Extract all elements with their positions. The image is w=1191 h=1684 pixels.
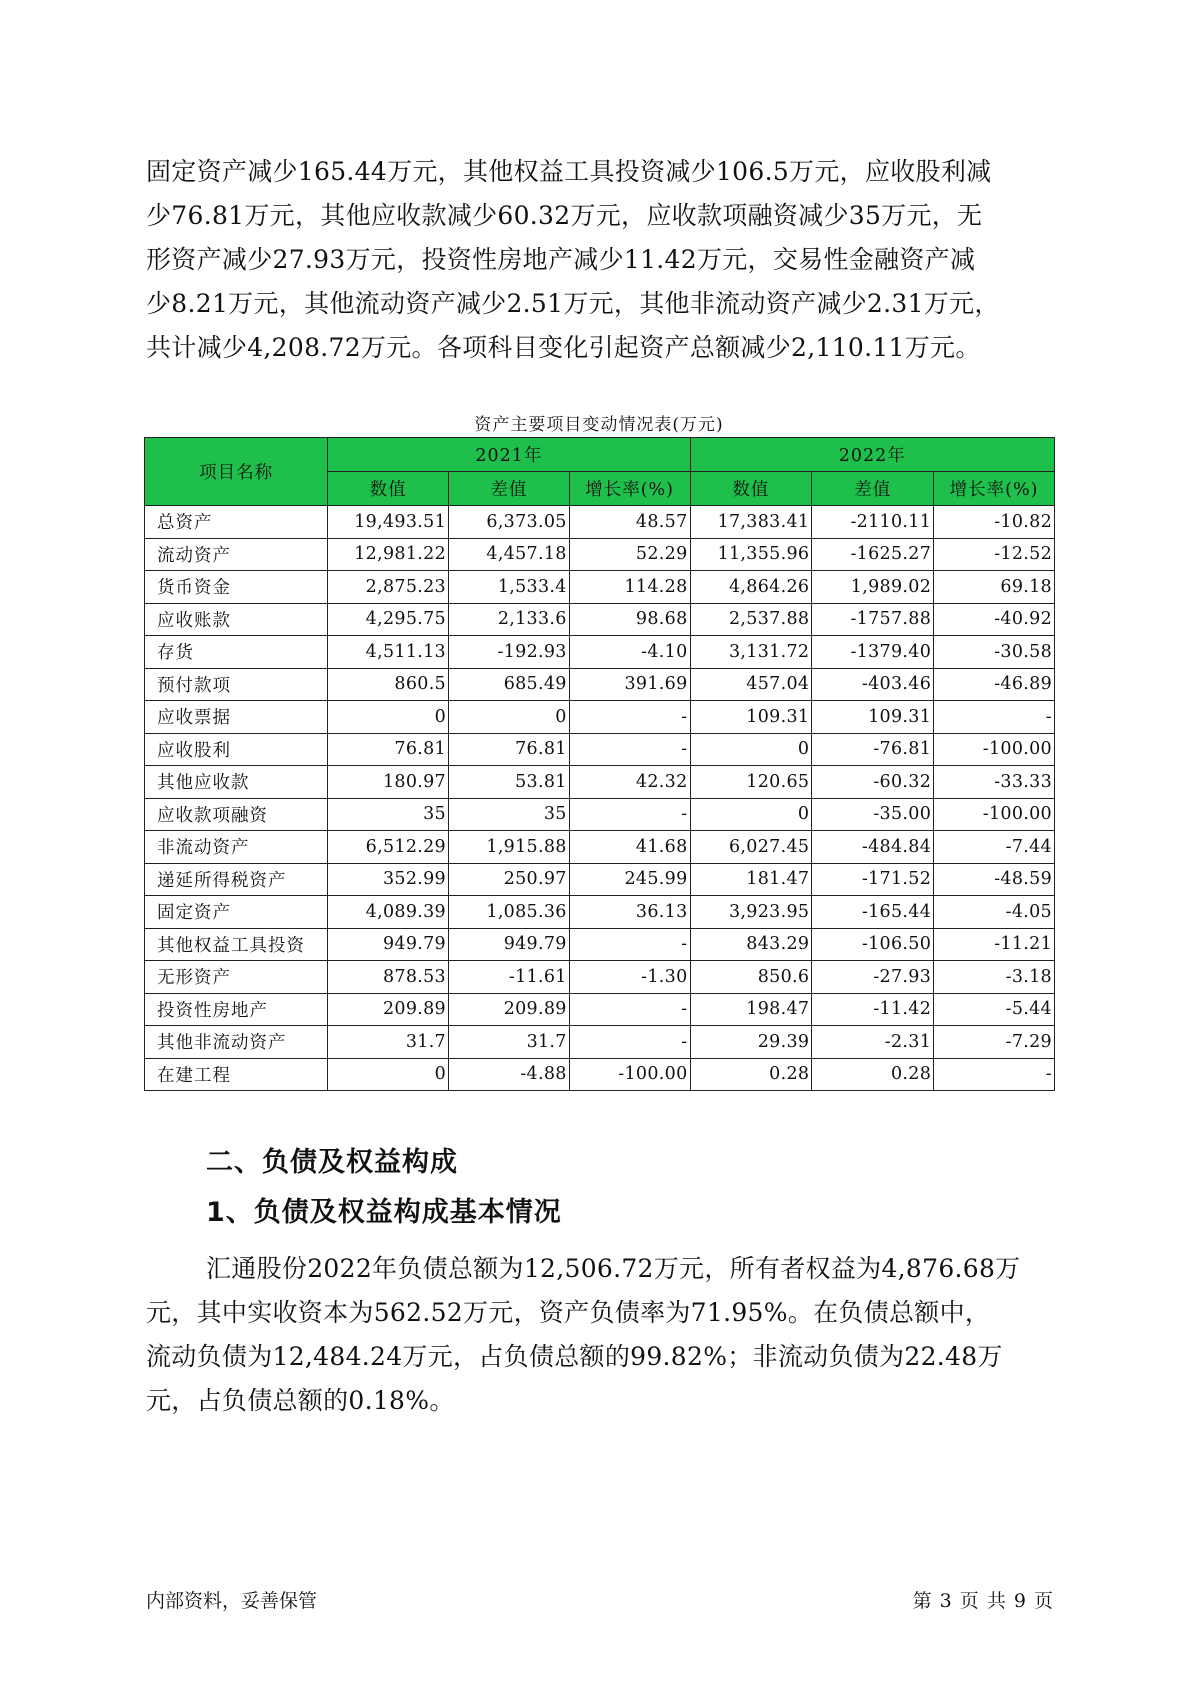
table-row bbox=[145, 798, 1055, 831]
row-label: 其他应收款 bbox=[145, 766, 328, 799]
summary-paragraph bbox=[146, 150, 1052, 370]
table-cell: -1757.88 bbox=[812, 603, 934, 636]
table-cell: 0 bbox=[328, 1058, 449, 1091]
table-cell: -4.88 bbox=[449, 1058, 570, 1091]
table-cell: 17,383.41 bbox=[690, 506, 812, 539]
table-row bbox=[145, 928, 1055, 961]
table-cell: -4.05 bbox=[934, 896, 1055, 929]
table-cell: 949.79 bbox=[449, 928, 570, 961]
table-cell: 4,864.26 bbox=[690, 571, 812, 604]
table-cell: 52.29 bbox=[569, 538, 690, 571]
paragraph-line: 汇通股份2022年负债总额为12,506.72万元，所有者权益为4,876.68万 bbox=[206, 1254, 1021, 1283]
table-row bbox=[145, 701, 1055, 734]
table-cell: -48.59 bbox=[934, 863, 1055, 896]
table-cell: 4,089.39 bbox=[328, 896, 449, 929]
table-cell: -192.93 bbox=[449, 636, 570, 669]
table-cell: 1,915.88 bbox=[449, 831, 570, 864]
table-cell: - bbox=[934, 701, 1055, 734]
table-cell: 29.39 bbox=[690, 1026, 812, 1059]
paragraph-line: 元，占负债总额的0.18%。 bbox=[146, 1386, 455, 1415]
table-body bbox=[145, 506, 1055, 1091]
row-label: 非流动资产 bbox=[145, 831, 328, 864]
table-cell: 209.89 bbox=[328, 993, 449, 1026]
table-cell: 53.81 bbox=[449, 766, 570, 799]
table-cell: 843.29 bbox=[690, 928, 812, 961]
table-cell: - bbox=[569, 733, 690, 766]
asset-change-table bbox=[144, 437, 1055, 1091]
table-cell: 180.97 bbox=[328, 766, 449, 799]
table-cell: 878.53 bbox=[328, 961, 449, 994]
table-cell: -4.10 bbox=[569, 636, 690, 669]
table-cell: -484.84 bbox=[812, 831, 934, 864]
table-cell: 19,493.51 bbox=[328, 506, 449, 539]
table-row bbox=[145, 993, 1055, 1026]
paragraph-line: 少8.21万元，其他流动资产减少2.51万元，其他非流动资产减少2.31万元， bbox=[146, 289, 1000, 318]
table-cell: - bbox=[569, 928, 690, 961]
table-cell: 35 bbox=[449, 798, 570, 831]
table-cell: -7.29 bbox=[934, 1026, 1055, 1059]
table-cell: -33.33 bbox=[934, 766, 1055, 799]
table-cell: -2.31 bbox=[812, 1026, 934, 1059]
paragraph-line: 元，其中实收资本为562.52万元，资产负债率为71.95%。在负债总额中， bbox=[146, 1298, 991, 1327]
table-row bbox=[145, 766, 1055, 799]
table-cell: 120.65 bbox=[690, 766, 812, 799]
table-cell: - bbox=[569, 1026, 690, 1059]
table-cell: -27.93 bbox=[812, 961, 934, 994]
table-cell: 109.31 bbox=[812, 701, 934, 734]
column-header-difference: 差值 bbox=[449, 472, 570, 506]
table-cell: 35 bbox=[328, 798, 449, 831]
table-cell: 1,989.02 bbox=[812, 571, 934, 604]
table-cell: -2110.11 bbox=[812, 506, 934, 539]
row-label: 应收票据 bbox=[145, 701, 328, 734]
table-row bbox=[145, 863, 1055, 896]
subsection-heading: 1、负债及权益构成基本情况 bbox=[206, 1197, 562, 1228]
table-cell: -1625.27 bbox=[812, 538, 934, 571]
table-cell: 850.6 bbox=[690, 961, 812, 994]
table-cell: 76.81 bbox=[328, 733, 449, 766]
row-label: 其他非流动资产 bbox=[145, 1026, 328, 1059]
table-cell: 0 bbox=[690, 798, 812, 831]
row-label: 总资产 bbox=[145, 506, 328, 539]
table-cell: 1,085.36 bbox=[449, 896, 570, 929]
table-cell: - bbox=[934, 1058, 1055, 1091]
table-cell: 36.13 bbox=[569, 896, 690, 929]
row-label: 固定资产 bbox=[145, 896, 328, 929]
row-label: 无形资产 bbox=[145, 961, 328, 994]
paragraph-line: 流动负债为12,484.24万元，占负债总额的99.82%；非流动负债为22.48万 bbox=[146, 1342, 1003, 1371]
table-cell: 3,131.72 bbox=[690, 636, 812, 669]
footer-confidential-note: 内部资料，妥善保管 bbox=[146, 1590, 318, 1612]
row-label: 流动资产 bbox=[145, 538, 328, 571]
table-cell: -100.00 bbox=[934, 733, 1055, 766]
table-cell: -106.50 bbox=[812, 928, 934, 961]
table-cell: 0 bbox=[328, 701, 449, 734]
table-cell: 209.89 bbox=[449, 993, 570, 1026]
table-cell: 0.28 bbox=[812, 1058, 934, 1091]
table-cell: -171.52 bbox=[812, 863, 934, 896]
table-cell: 4,295.75 bbox=[328, 603, 449, 636]
table-row bbox=[145, 1058, 1055, 1091]
table-cell: 42.32 bbox=[569, 766, 690, 799]
table-cell: -165.44 bbox=[812, 896, 934, 929]
table-cell: 1,533.4 bbox=[449, 571, 570, 604]
table-cell: -100.00 bbox=[569, 1058, 690, 1091]
table-cell: 250.97 bbox=[449, 863, 570, 896]
column-header-value: 数值 bbox=[690, 472, 812, 506]
table-cell: 6,373.05 bbox=[449, 506, 570, 539]
column-header-year-2021: 2021年 bbox=[328, 438, 690, 472]
table-row bbox=[145, 1026, 1055, 1059]
table-cell: 457.04 bbox=[690, 668, 812, 701]
column-header-item-name: 项目名称 bbox=[145, 438, 328, 506]
table-cell: -11.61 bbox=[449, 961, 570, 994]
row-label: 货币资金 bbox=[145, 571, 328, 604]
column-header-value: 数值 bbox=[328, 472, 449, 506]
table-cell: 31.7 bbox=[449, 1026, 570, 1059]
table-cell: -100.00 bbox=[934, 798, 1055, 831]
row-label: 应收股利 bbox=[145, 733, 328, 766]
row-label: 其他权益工具投资 bbox=[145, 928, 328, 961]
table-cell: 2,875.23 bbox=[328, 571, 449, 604]
table-cell: 4,511.13 bbox=[328, 636, 449, 669]
table-cell: -40.92 bbox=[934, 603, 1055, 636]
table-row bbox=[145, 506, 1055, 539]
table-cell: -76.81 bbox=[812, 733, 934, 766]
table-cell: 2,133.6 bbox=[449, 603, 570, 636]
table-cell: 6,027.45 bbox=[690, 831, 812, 864]
paragraph-line: 固定资产减少165.44万元，其他权益工具投资减少106.5万元，应收股利减 bbox=[146, 157, 992, 186]
row-label: 应收款项融资 bbox=[145, 798, 328, 831]
table-row bbox=[145, 733, 1055, 766]
table-cell: 69.18 bbox=[934, 571, 1055, 604]
table-cell: -11.42 bbox=[812, 993, 934, 1026]
column-header-growth-rate: 增长率(%) bbox=[934, 472, 1055, 506]
table-cell: 181.47 bbox=[690, 863, 812, 896]
table-cell: 0 bbox=[449, 701, 570, 734]
row-label: 在建工程 bbox=[145, 1058, 328, 1091]
table-cell: 949.79 bbox=[328, 928, 449, 961]
table-row bbox=[145, 831, 1055, 864]
table-row bbox=[145, 636, 1055, 669]
paragraph-line: 形资产减少27.93万元，投资性房地产减少11.42万元，交易性金融资产减 bbox=[146, 245, 976, 274]
table-cell: -11.21 bbox=[934, 928, 1055, 961]
column-header-year-2022: 2022年 bbox=[690, 438, 1054, 472]
table-row bbox=[145, 538, 1055, 571]
table-cell: 3,923.95 bbox=[690, 896, 812, 929]
table-cell: 4,457.18 bbox=[449, 538, 570, 571]
section-heading: 二、负债及权益构成 bbox=[206, 1147, 458, 1178]
table-cell: -30.58 bbox=[934, 636, 1055, 669]
row-label: 递延所得税资产 bbox=[145, 863, 328, 896]
table-cell: 41.68 bbox=[569, 831, 690, 864]
table-cell: 245.99 bbox=[569, 863, 690, 896]
table-cell: 391.69 bbox=[569, 668, 690, 701]
table-cell: - bbox=[569, 701, 690, 734]
table-cell: 0.28 bbox=[690, 1058, 812, 1091]
footer-page-number: 第 3 页 共 9 页 bbox=[912, 1590, 1054, 1612]
table-row bbox=[145, 571, 1055, 604]
table-cell: 31.7 bbox=[328, 1026, 449, 1059]
table-cell: 11,355.96 bbox=[690, 538, 812, 571]
table-cell: 98.68 bbox=[569, 603, 690, 636]
table-row bbox=[145, 603, 1055, 636]
row-label: 应收账款 bbox=[145, 603, 328, 636]
row-label: 存货 bbox=[145, 636, 328, 669]
table-cell: 12,981.22 bbox=[328, 538, 449, 571]
table-cell: 860.5 bbox=[328, 668, 449, 701]
table-cell: 6,512.29 bbox=[328, 831, 449, 864]
table-cell: 76.81 bbox=[449, 733, 570, 766]
column-header-growth-rate: 增长率(%) bbox=[569, 472, 690, 506]
table-cell: 0 bbox=[690, 733, 812, 766]
table-cell: -1379.40 bbox=[812, 636, 934, 669]
table-cell: 198.47 bbox=[690, 993, 812, 1026]
table-cell: 114.28 bbox=[569, 571, 690, 604]
table-cell: 685.49 bbox=[449, 668, 570, 701]
table-cell: 48.57 bbox=[569, 506, 690, 539]
table-caption: 资产主要项目变动情况表(万元) bbox=[474, 415, 724, 435]
table-cell: -12.52 bbox=[934, 538, 1055, 571]
table-cell: -46.89 bbox=[934, 668, 1055, 701]
liability-paragraph bbox=[146, 1247, 1052, 1423]
table-row bbox=[145, 668, 1055, 701]
row-label: 预付款项 bbox=[145, 668, 328, 701]
paragraph-line: 共计减少4,208.72万元。各项科目变化引起资产总额减少2,110.11万元。 bbox=[146, 333, 981, 362]
table-cell: 352.99 bbox=[328, 863, 449, 896]
table-cell: - bbox=[569, 798, 690, 831]
table-cell: 2,537.88 bbox=[690, 603, 812, 636]
table-cell: -5.44 bbox=[934, 993, 1055, 1026]
table-cell: -3.18 bbox=[934, 961, 1055, 994]
table-cell: -7.44 bbox=[934, 831, 1055, 864]
table-cell: - bbox=[569, 993, 690, 1026]
paragraph-line: 少76.81万元，其他应收款减少60.32万元，应收款项融资减少35万元，无 bbox=[146, 201, 983, 230]
table-cell: -403.46 bbox=[812, 668, 934, 701]
table-cell: 109.31 bbox=[690, 701, 812, 734]
table-cell: -1.30 bbox=[569, 961, 690, 994]
table-cell: -10.82 bbox=[934, 506, 1055, 539]
column-header-difference: 差值 bbox=[812, 472, 934, 506]
row-label: 投资性房地产 bbox=[145, 993, 328, 1026]
table-row bbox=[145, 961, 1055, 994]
table-cell: -60.32 bbox=[812, 766, 934, 799]
table-row bbox=[145, 896, 1055, 929]
table-cell: -35.00 bbox=[812, 798, 934, 831]
